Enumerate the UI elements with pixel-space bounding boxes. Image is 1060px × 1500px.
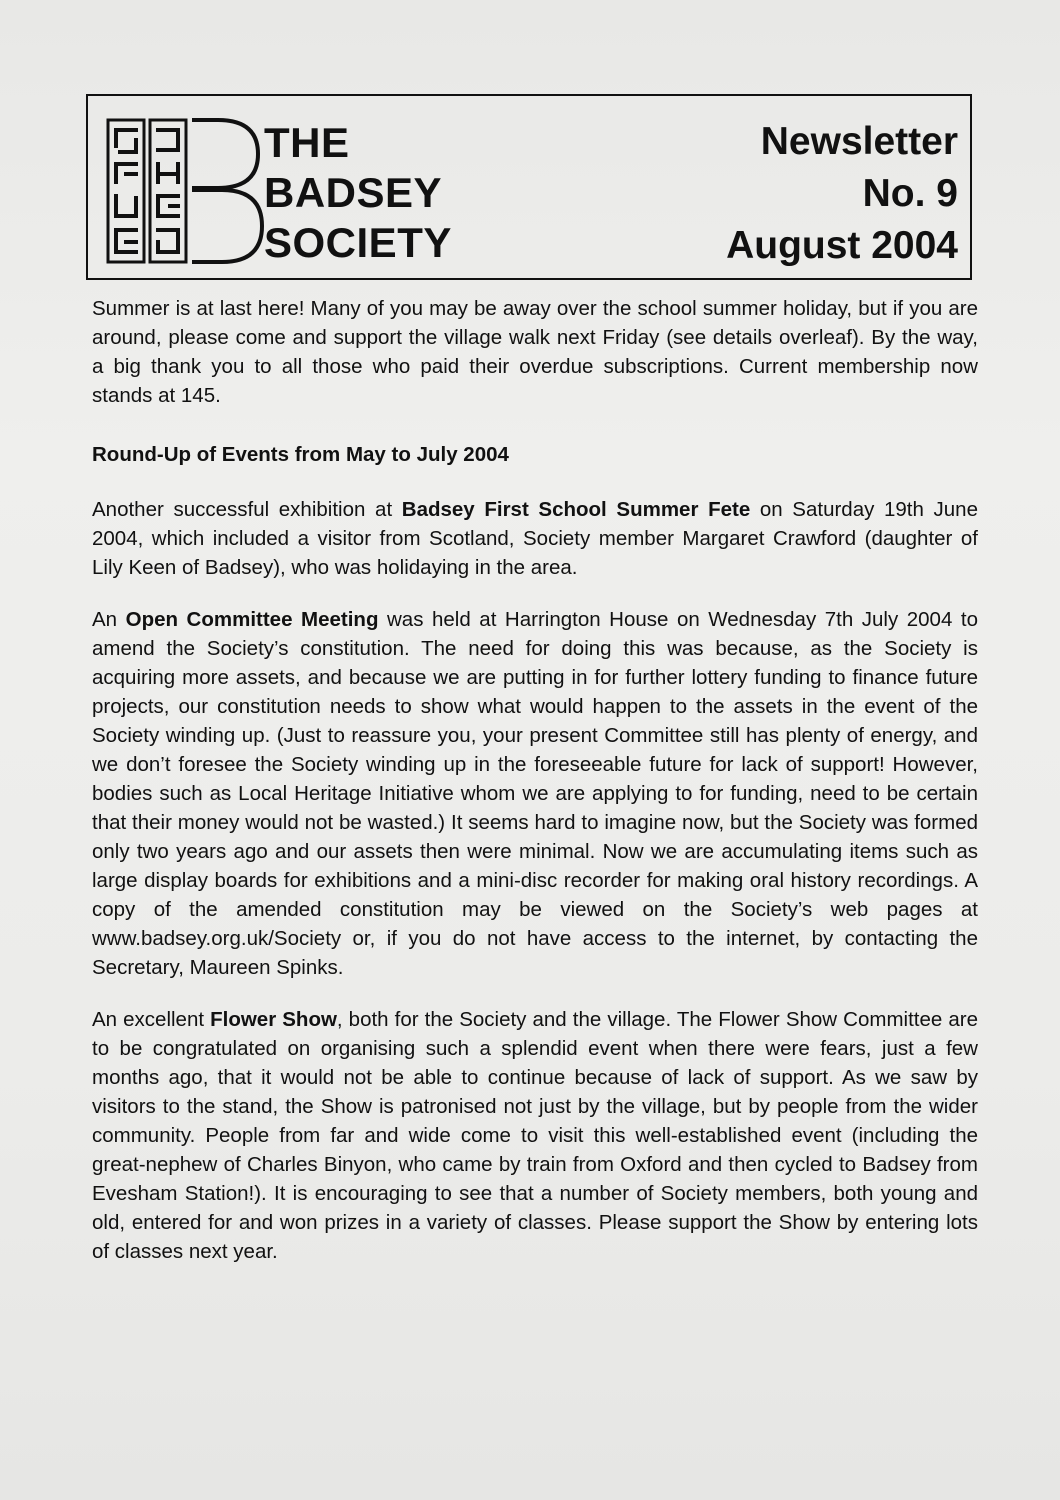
intro-paragraph: Summer is at last here! Many of you may be away over the school summer holiday, but if you are around, please come and support the village walk next Friday (see details overleaf). By the way, a big thank you to all those who paid their overdue subscriptions. Current membership now stands at 145. [92, 297, 978, 407]
newsletter-label: Newsletter [760, 120, 958, 163]
text-run: An excellent [92, 1008, 211, 1031]
society-name-line: SOCIETY [264, 219, 452, 266]
fete-paragraph [92, 495, 978, 582]
newsletter-body [92, 294, 978, 1289]
society-name-line: THE [264, 119, 350, 166]
issue-number: No. 9 [862, 172, 958, 215]
text-run: , both for the Society and the village. The Flower Show Committee are to be congratulated on organising such a splendid event when there were fears, just a few months ago, that it would not be able to continue because of lack of support. As we saw by visitors to the stand, the Show is patronised not just by the village, but by people from the wider community. People from far and wide come to visit this well-established event (including the great-nephew of Charles Binyon, who came by train from Oxford and then cycled to Badsey from Evesham Station!). It is encouraging to see that a number of Society members, both young and old, entered for and won prizes in a variety of classes. Please support the Show by entering lots of classes next year. [92, 1008, 978, 1263]
society-name-line: BADSEY [264, 169, 443, 216]
issue-date: August 2004 [726, 224, 958, 267]
badsey-society-logo [106, 116, 264, 266]
event-name-flower-show: Flower Show [210, 1008, 337, 1031]
section-heading: Round-Up of Events from May to July 2004 [92, 443, 509, 466]
text-run: was held at Harrington House on Wednesday 7th July 2004 to amend the Society’s constitution. The need for doing this was because, as the Society is acquiring more assets, and because we are putting in for further lottery funding to finance future projects, our constitution needs to show what would happen to the assets in the event of the Society winding up. (Just to reassure you, your present Committee still has plenty of energy, and we don’t foresee the Society winding up in the foreseeable future for lack of support! However, bodies such as Local Heritage Initiative whom we are applying to for funding, need to be certain that their money would not be wasted.) It seems hard to imagine now, but the Society was formed only two years ago and our assets then were minimal. Now we are accumulating items such as large display boards for exhibitions and a mini-disc recorder for making oral history recordings. A copy of the amended constitution may be viewed on the Society’s web pages at www.badsey.org.uk/Society or, if you do not have access to the internet, by contacting the Secretary, Maureen Spinks. [92, 608, 978, 979]
issue-info [726, 116, 958, 272]
society-name [264, 118, 452, 268]
event-name-fete: Badsey First School Summer Fete [401, 498, 751, 521]
flower-show-paragraph [92, 1005, 978, 1266]
text-run: An [92, 608, 126, 631]
committee-paragraph [92, 605, 978, 982]
event-name-committee: Open Committee Meeting [125, 608, 379, 631]
text-run: on Saturday 19th June 2004, which included a visitor from Scotland, Society member Margaret Crawford (daughter of Lily Keen of Badsey), who was holidaying in the area. [92, 498, 978, 579]
text-run: Another successful exhibition at [92, 498, 402, 521]
masthead [86, 94, 972, 280]
